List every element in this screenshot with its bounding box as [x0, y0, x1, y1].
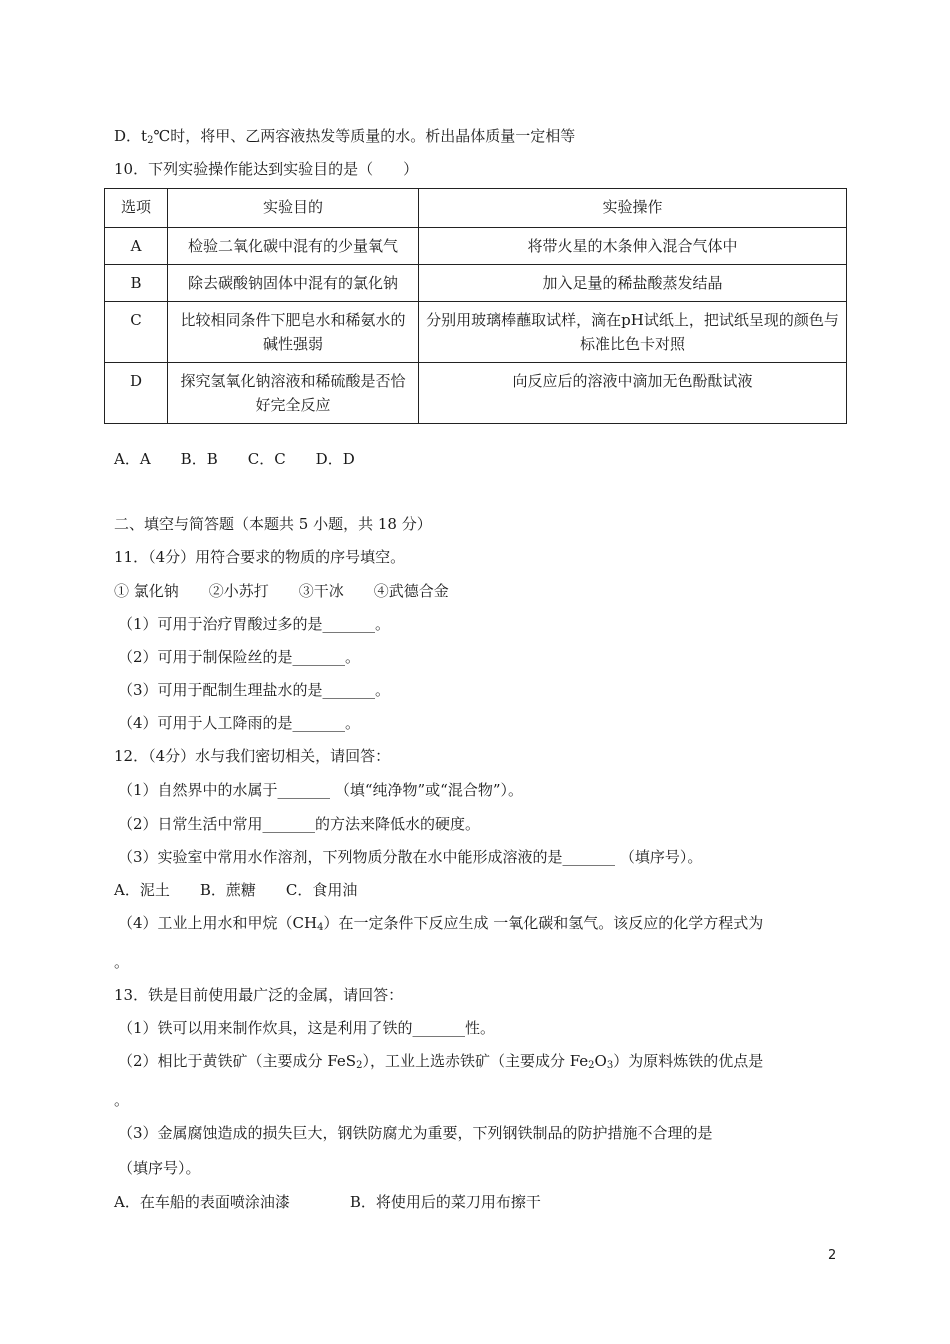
table-cell-operation: 将带火星的木条伸入混合气体中	[419, 228, 847, 265]
table-cell-option: C	[105, 302, 168, 363]
table-cell-operation: 加入足量的稀盐酸蒸发结晶	[419, 265, 847, 302]
q12-part-1: （1）自然界中的水属于_______ （填“纯净物”或“混合物”）。	[118, 781, 523, 799]
q13-part-2-end: 。	[114, 1091, 130, 1109]
q12-part-4: （4）工业上用水和甲烷$(CH_4)$在一定条件下反应生成 一氧化碳和氢气。该反应的化学方程式为	[118, 914, 764, 933]
page-number: 2	[828, 1248, 837, 1263]
table-cell-purpose: 除去碳酸钠固体中混有的氯化钠	[168, 265, 419, 302]
q13-part-3-cont: （填序号）。	[118, 1159, 201, 1177]
table-row	[105, 363, 847, 424]
q10-options: A．A B．B C．C D．D	[114, 450, 355, 468]
table-cell-option: B	[105, 265, 168, 302]
table-cell-operation: 向反应后的溶液中滴加无色酚酞试液	[419, 363, 847, 424]
table-header-purpose: 实验目的	[168, 189, 419, 228]
q13-part-3: （3）金属腐蚀造成的损失巨大，钢铁防腐尤为重要，下列钢铁制品的防护措施不合理的是	[118, 1124, 713, 1142]
table-cell-purpose: 检验二氧化碳中混有的少量氧气	[168, 228, 419, 265]
q13-stem: 13．铁是目前使用最广泛的金属，请回答：	[114, 986, 404, 1004]
q13-part-1: （1）铁可以用来制作炊具，这是利用了铁的_______性。	[118, 1019, 496, 1037]
table-cell-purpose: 比较相同条件下肥皂水和稀氨水的碱性强弱	[168, 302, 419, 363]
q11-choices: ① 氯化钠 ②小苏打 ③干冰 ④武德合金	[114, 582, 449, 600]
table-cell-operation: 分别用玻璃棒蘸取试样，滴在pH试纸上，把试纸呈现的颜色与标准比色卡对照	[419, 302, 847, 363]
q12-part-2: （2）日常生活中常用_______的方法来降低水的硬度。	[118, 815, 481, 833]
q10-stem: 10．下列实验操作能达到实验目的是（ ）	[114, 160, 419, 178]
q12-stem: 12．（4分）水与我们密切相关，请回答：	[114, 747, 391, 765]
q11-part-1: （1）可用于治疗胃酸过多的是_______。	[118, 615, 391, 633]
q11-part-2: （2）可用于制保险丝的是_______。	[118, 648, 361, 666]
q9-option-d: D．$t_2℃$时，将甲、乙两容液热发等质量的水。析出晶体质量一定相等	[114, 127, 576, 146]
table-row	[105, 228, 847, 265]
experiment-table	[104, 188, 847, 424]
table-row	[105, 265, 847, 302]
q12-part-3: （3）实验室中常用水作溶剂，下列物质分散在水中能形成溶液的是_______ （填序号）。	[118, 848, 703, 866]
q11-part-4: （4）可用于人工降雨的是_______。	[118, 714, 361, 732]
section-2-title: 二、填空与简答题（本题共 5 小题，共 18 分）	[114, 515, 432, 533]
q11-stem: 11．（4分）用符合要求的物质的序号填空。	[114, 548, 406, 566]
q11-part-3: （3）可用于配制生理盐水的是_______。	[118, 681, 391, 699]
table-header-option: 选项	[105, 189, 168, 228]
table-cell-option: D	[105, 363, 168, 424]
q12-part-4-end: 。	[114, 953, 130, 971]
table-header-operation: 实验操作	[419, 189, 847, 228]
table-cell-purpose: 探究氢氧化钠溶液和稀硫酸是否恰好完全反应	[168, 363, 419, 424]
table-header-row	[105, 189, 847, 228]
q13-part-2: （2）相比于黄铁矿（主要成分 FeS$_2$），工业上选赤铁矿（主要成分 $Fe_2O_3$）为原料炼铁的优点是	[118, 1052, 764, 1071]
q12-part-3-options: A．泥土 B．蔗糖 C．食用油	[114, 881, 358, 899]
table-cell-option: A	[105, 228, 168, 265]
table-row	[105, 302, 847, 363]
q13-part-3-options: A．在车船的表面喷涂油漆 B．将使用后的菜刀用布擦干	[114, 1193, 541, 1211]
